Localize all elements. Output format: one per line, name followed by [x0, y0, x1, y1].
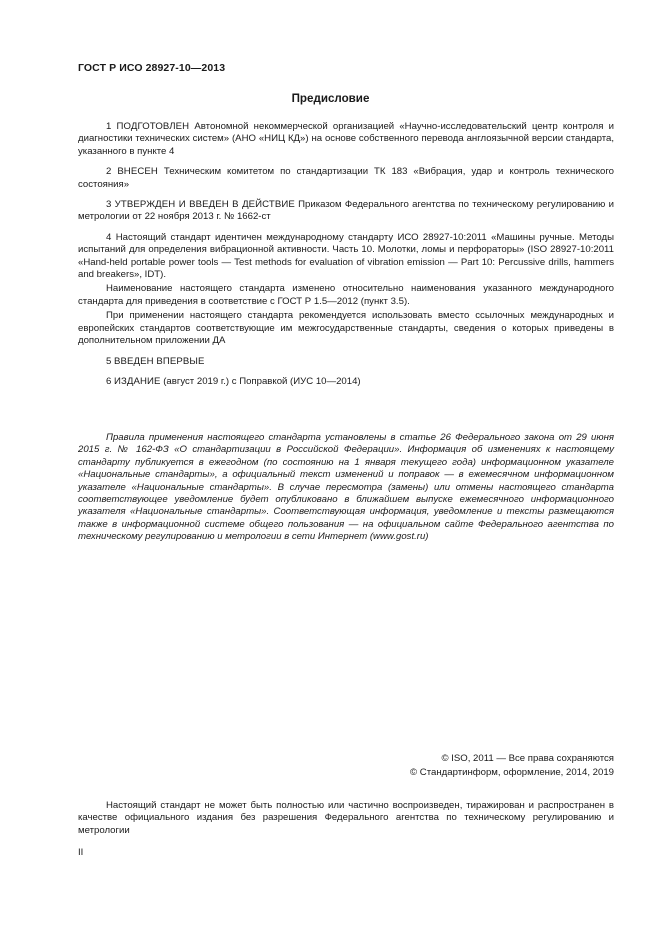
copyright-notice-block: [78, 800, 614, 837]
rights-block: [78, 752, 614, 779]
item-text: Техническим комитетом по стандартизации ТК 183 «Вибрация, удар и контроль технического состояния»: [78, 166, 614, 190]
foreword-list: [78, 121, 614, 388]
item-number: 2: [106, 166, 112, 178]
legal-note-block: [78, 432, 614, 544]
item-number: 1: [106, 121, 112, 132]
item-text: Настоящий стандарт идентичен международному стандарту ИСО 28927-10:2011 «Машины ручные. Методы испытаний для определения вибрационной активности. Часть 10. Молотки, ломы и перфораторы» (ISO 28927-10:2011 «Hand-held portable power tools — Test methods for evaluation of vibration emission — Part 10: Percussive drills, hammers and breakers», IDT).: [78, 231, 614, 281]
item-caps: ПОДГОТОВЛЕН: [116, 121, 190, 132]
foreword-item-6: [78, 376, 614, 388]
standard-code: ГОСТ Р ИСО 28927-10—2013: [78, 62, 226, 74]
item-number: 4: [106, 231, 112, 243]
foreword-item-2: [78, 166, 614, 191]
legal-note: Правила применения настоящего стандарта установлены в статье 26 Федерального закона от 29 июня 2015 г. № 162-ФЗ «О стандартизации в Российской Федерации». Информация об изменениях к настоящему стандарту публикуется в ежегодном (по состоянию на 1 января текущего года) информационном указателе «Национальные стандарты», а официальный текст изменений и поправок — в ежемесячном информационном указателе «Национальные стандарты». В случае пересмотра (замены) или отмены настоящего стандарта соответствующее уведомление будет опубликовано в ближайшем выпуске ежемесячного информационного указателя «Национальные стандарты». Соответствующая информация, уведомление и тексты размещаются также в информационной системе общего пользования — на официальном сайте Федерального агентства по техническому регулированию и метрологии в сети Интернет (www.gost.ru): [78, 432, 614, 543]
item-caps: ВНЕСЕН: [117, 166, 158, 178]
item-caps: ИЗДАНИЕ: [114, 375, 161, 387]
item-text: Автономной некоммерческой организацией «Научно-исследовательский центр контроля и диагностики технических систем» (АНО «НИЦ КД») на основе собственного перевода англоязычной версии стандарта, указанного в пункте 4: [78, 121, 614, 157]
foreword-item-4-references: [78, 310, 614, 347]
item-text: При применении настоящего стандарта рекомендуется использовать вместо ссылочных международных и европейских стандартов соответствующие им межгосударственные стандарты, сведения о которых приведены в дополнительном приложении ДА: [78, 310, 614, 347]
foreword-item-4: [78, 232, 614, 282]
foreword-item-1: [78, 121, 614, 158]
foreword-item-5: [78, 356, 614, 368]
page-number: II: [78, 847, 84, 858]
item-number: 3: [106, 199, 112, 211]
foreword-item-4-rename: [78, 283, 614, 308]
copyright-notice: Настоящий стандарт не может быть полностью или частично воспроизведен, тиражирован и распространен в качестве официального издания без разрешения Федерального агентства по техническому регулированию и метрологии: [78, 800, 614, 836]
item-text: Приказом Федерального агентства по техническому регулированию и метрологии от 22 ноября 2013 г. № 1662-ст: [78, 199, 614, 223]
item-text: Наименование настоящего стандарта изменено относительно наименования указанного международного стандарта для приведения в соответствие с ГОСТ Р 1.5—2012 (пункт 3.5).: [78, 283, 614, 307]
foreword-item-3: [78, 199, 614, 224]
page-title: Предисловие: [291, 92, 370, 105]
item-caps: УТВЕРЖДЕН И ВВЕДЕН В ДЕЙСТВИЕ: [114, 199, 295, 211]
rights-standartinform: © Стандартинформ, оформление, 2014, 2019: [410, 766, 614, 778]
item-number: 5: [106, 355, 112, 367]
rights-iso: © ISO, 2011 — Все права сохраняются: [441, 753, 614, 764]
item-number: 6: [106, 375, 112, 387]
item-text: (август 2019 г.) с Поправкой (ИУС 10—2014): [160, 375, 361, 387]
item-caps: ВВЕДЕН ВПЕРВЫЕ: [114, 355, 205, 367]
